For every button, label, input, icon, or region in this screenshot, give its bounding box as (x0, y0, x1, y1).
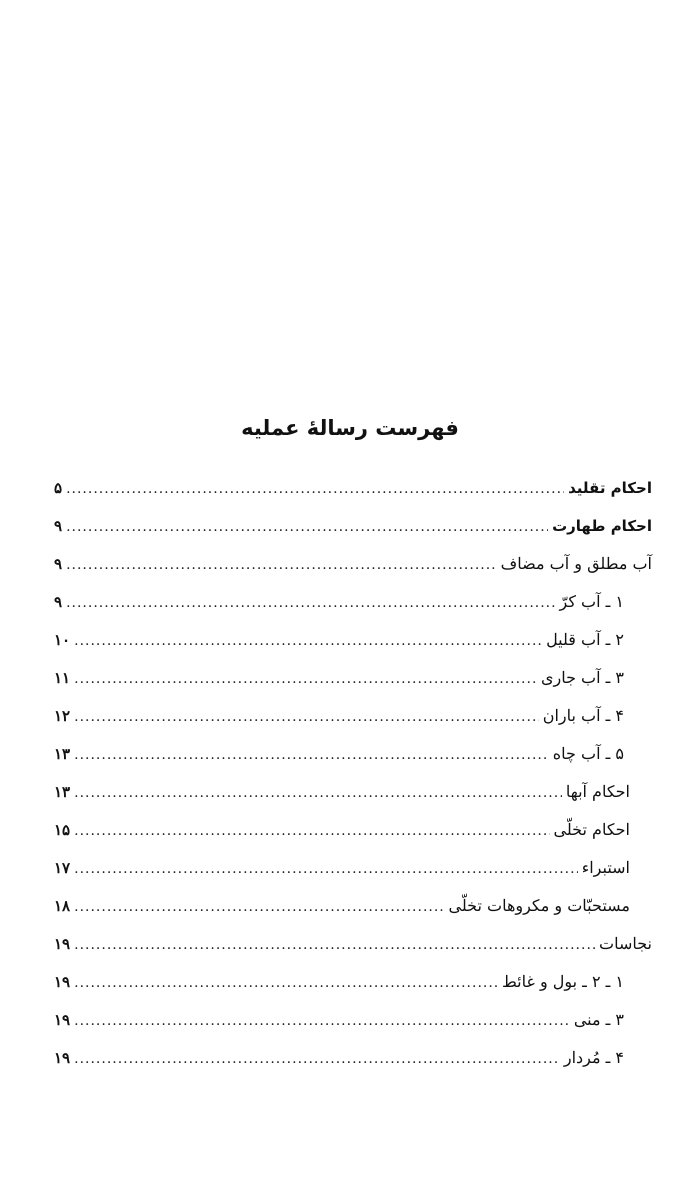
toc-entry-label: ۴ ـ آب باران (542, 706, 624, 725)
toc-entry-label: ۱ ـ ۲ ـ بول و غائط (501, 972, 624, 991)
toc-dot-leader (74, 660, 537, 698)
toc-page-number: ۱۳ (54, 745, 71, 763)
toc-entry-takhalli (54, 811, 652, 849)
toc-dot-leader (74, 888, 444, 926)
toc-dot-leader (74, 698, 539, 736)
toc-page-number: ۱۵ (54, 821, 71, 839)
toc-entry-taharat (54, 507, 652, 545)
toc-page-number: ۹ (54, 593, 63, 611)
toc-entry-mordar (54, 1039, 652, 1077)
toc-dot-leader (74, 1040, 560, 1078)
toc-entry-najasat (54, 925, 652, 963)
toc-page-number: ۱۰ (54, 631, 71, 649)
page-title: فهرست رسالۀ عملیه (241, 416, 459, 440)
toc-entry-label: ۳ ـ آب جاری (540, 668, 624, 687)
toc-entry-label: احکام آبها (565, 782, 630, 801)
toc-dot-leader (74, 850, 578, 888)
toc-entry-ab-kor (54, 583, 652, 621)
toc-entry-estebra (54, 849, 652, 887)
toc-entry-ab-chah (54, 735, 652, 773)
toc-dot-leader (66, 546, 497, 584)
toc-entry-label: احکام طهارت (552, 517, 652, 535)
toc-entry-label: آب مطلق و آب مضاف (500, 554, 652, 573)
toc-entry-mostahabbat (54, 887, 652, 925)
toc-page-number: ۱۷ (54, 859, 71, 877)
toc-dot-leader (66, 584, 555, 622)
toc-entry-bowl (54, 963, 652, 1001)
toc-entry-ab-motlaq (54, 545, 652, 583)
toc-page-number: ۱۹ (54, 973, 71, 991)
toc-entry-label: ۱ ـ آب کرّ (559, 592, 624, 611)
toc-dot-leader (74, 736, 549, 774)
toc-entry-label: استبراء (581, 858, 630, 877)
toc-entry-ab-qalil (54, 621, 652, 659)
toc-entry-ahkam-abha (54, 773, 652, 811)
toc-entry-label: مستحبّات و مکروهات تخلّی (448, 896, 630, 915)
toc-entry-label: نجاسات (599, 934, 652, 953)
toc-entry-label: ۵ ـ آب چاه (552, 744, 624, 763)
toc-dot-leader (74, 622, 542, 660)
toc-entry-label: ۴ ـ مُردار (563, 1048, 624, 1067)
toc-dot-leader (74, 812, 549, 850)
toc-page-number: ۱۹ (54, 1011, 71, 1029)
toc-dot-leader (74, 774, 562, 812)
toc-entry-ab-baran (54, 697, 652, 735)
toc-entry-taqlid (54, 469, 652, 507)
table-of-contents (54, 469, 652, 1077)
toc-entry-mani (54, 1001, 652, 1039)
toc-dot-leader (74, 1002, 570, 1040)
toc-page-number: ۹ (54, 517, 63, 535)
toc-entry-label: احکام تقلید (568, 479, 652, 497)
toc-entry-ab-jari (54, 659, 652, 697)
toc-page-number: ۱۹ (54, 1049, 71, 1067)
toc-entry-label: احکام تخلّی (553, 820, 630, 839)
toc-dot-leader (66, 470, 564, 508)
toc-dot-leader (66, 508, 548, 546)
toc-page-number: ۱۱ (54, 669, 71, 687)
toc-page-number: ۱۹ (54, 935, 71, 953)
toc-page-number: ۱۳ (54, 783, 71, 801)
toc-page-number: ۵ (54, 479, 63, 497)
toc-entry-label: ۳ ـ منی (573, 1010, 624, 1029)
toc-entry-label: ۲ ـ آب قلیل (546, 630, 624, 649)
toc-dot-leader (74, 964, 498, 1002)
toc-dot-leader (74, 926, 595, 964)
toc-page-number: ۱۸ (54, 897, 71, 915)
toc-page-number: ۱۲ (54, 707, 71, 725)
toc-page-number: ۹ (54, 555, 63, 573)
